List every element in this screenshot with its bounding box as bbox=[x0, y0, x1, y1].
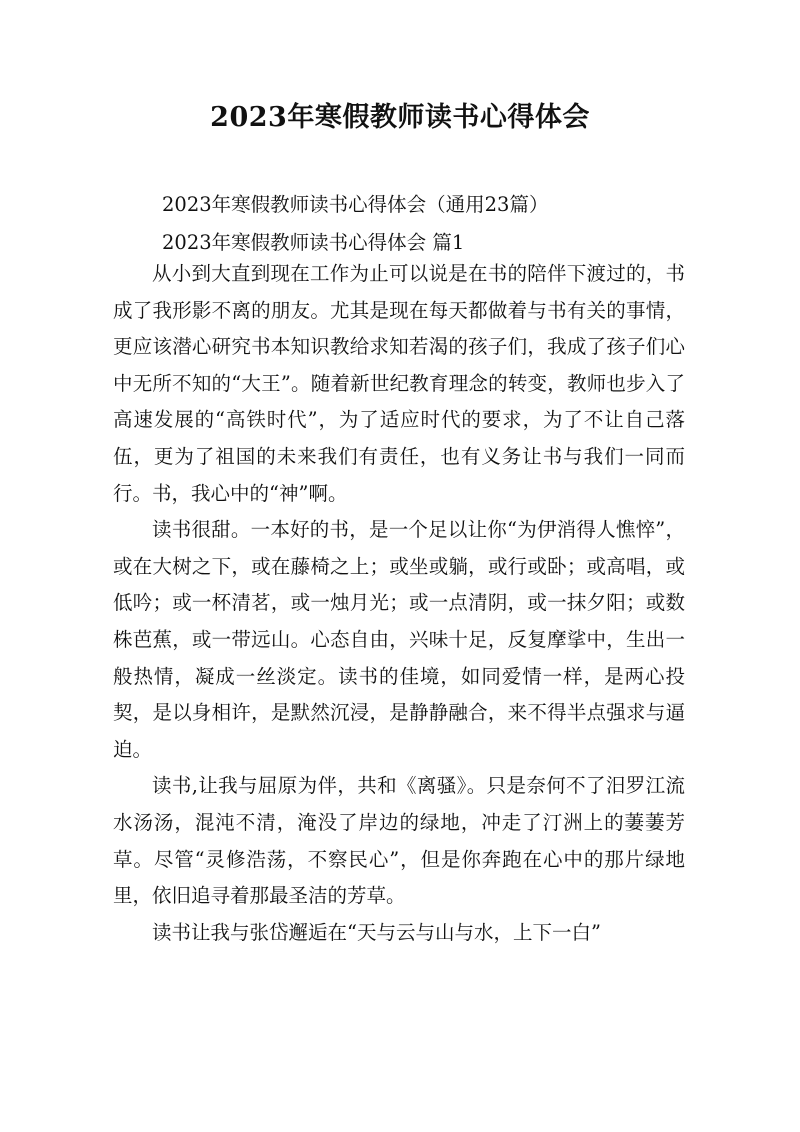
document-body bbox=[113, 256, 685, 951]
paragraph: 读书,让我与屈原为伴，共和《离骚》。只是奈何不了汨罗江流水汤汤，混沌不清，淹没了岸边的绿地，冲走了汀洲上的萋萋芳草。尽管“灵修浩荡，不察民心”，但是你奔跑在心中的那片绿地里，依旧追寻着那最圣洁的芳草。 bbox=[113, 774, 685, 908]
paragraph: 读书很甜。一本好的书，是一个足以让你“为伊消得人憔悴”，或在大树之下，或在藤椅之上；或坐或躺，或行或卧；或高唱，或低吟；或一杯清茗，或一烛月光；或一点清阴，或一抹夕阳；或数株芭蕉，或一带远山。心态自由，兴味十足，反复摩挲中，生出一般热情，凝成一丝淡定。读书的佳境，如同爱情一样，是两心投契，是以身相许，是默然沉浸，是静静融合，来不得半点强求与逼迫。 bbox=[113, 518, 685, 761]
document-title: 2023年寒假教师读书心得体会 bbox=[210, 102, 590, 133]
paragraph: 读书让我与张岱邂逅在“天与云与山与水，上下一白” bbox=[152, 920, 601, 944]
document-subtitle: 2023年寒假教师读书心得体会（通用23篇） bbox=[162, 193, 549, 216]
section-heading: 2023年寒假教师读书心得体会 篇1 bbox=[162, 231, 465, 254]
paragraph: 从小到大直到现在工作为止可以说是在书的陪伴下渡过的，书成了我形影不离的朋友。尤其是现在每天都做着与书有关的事情，更应该潜心研究书本知识教给求知若渴的孩子们，我成了孩子们心中无所不知的“大王”。随着新世纪教育理念的转变，教师也步入了高速发展的“高铁时代”，为了适应时代的要求，为了不让自己落伍，更为了祖国的未来我们有责任，也有义务让书与我们一同而行。书，我心中的“神”啊。 bbox=[113, 262, 685, 505]
